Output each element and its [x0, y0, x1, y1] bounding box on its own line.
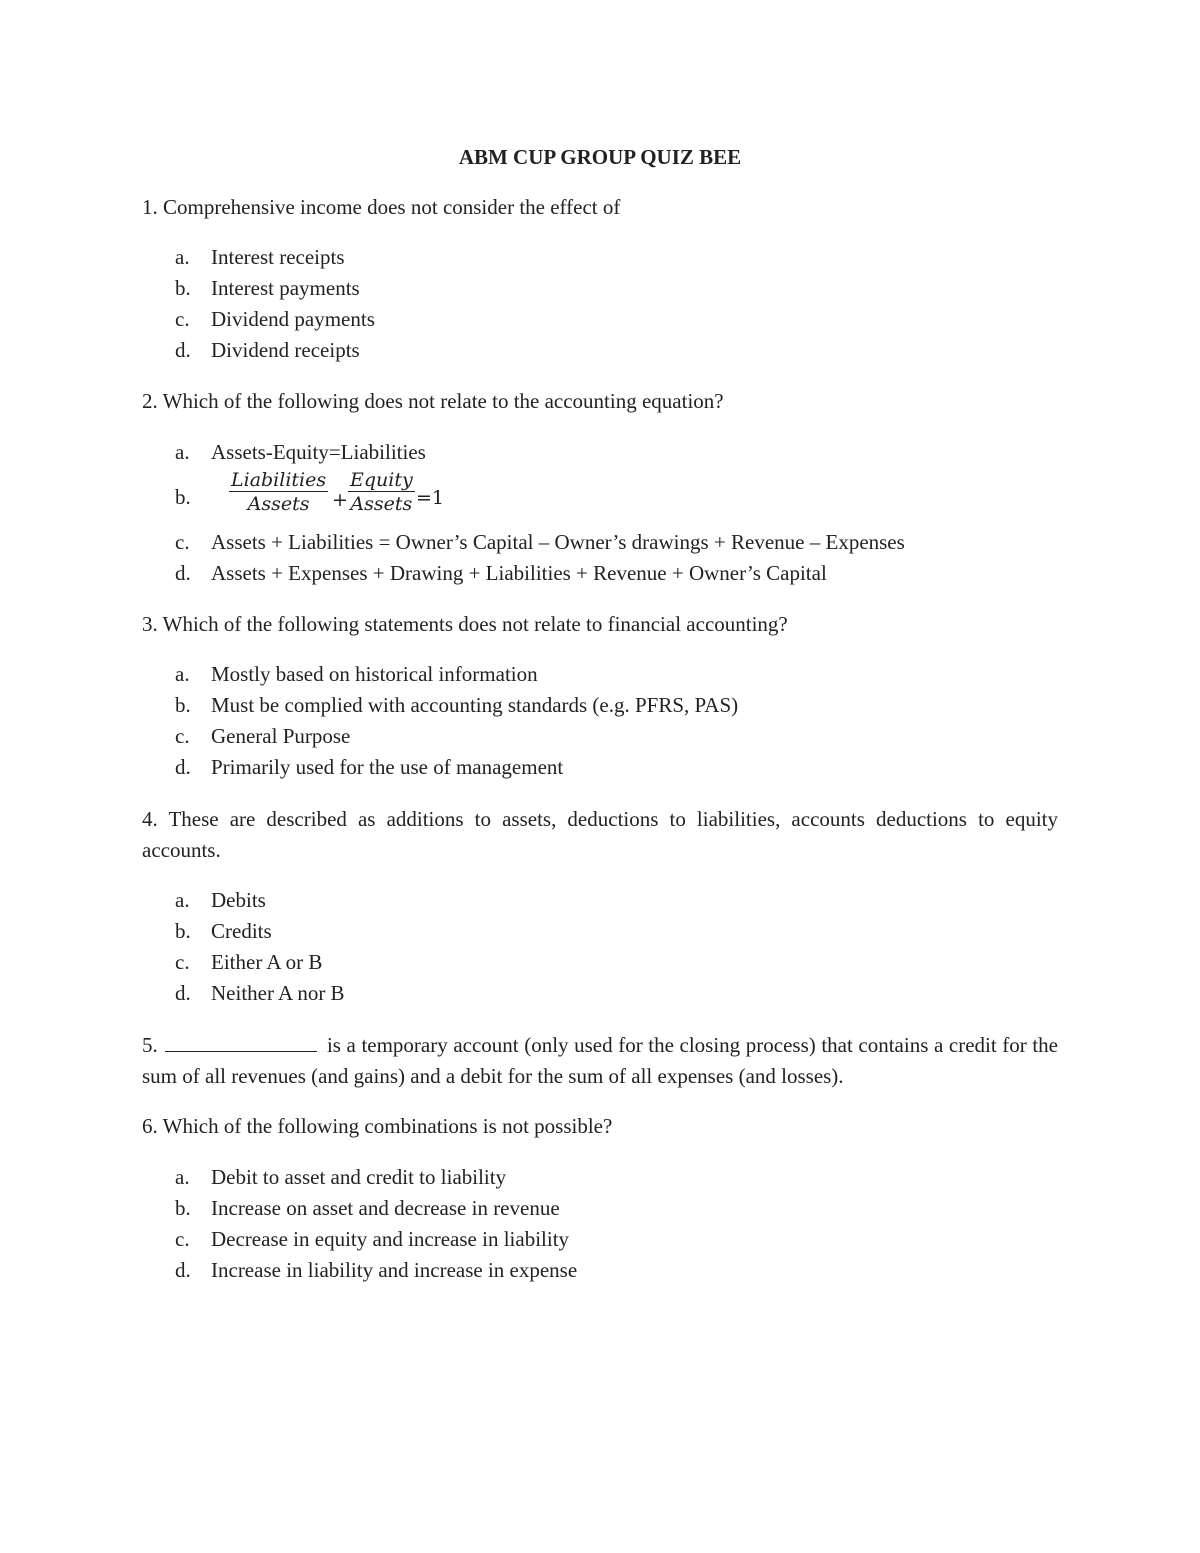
option-4c [175, 947, 1055, 978]
fraction-liabilities-over-assets [229, 469, 328, 516]
option-letter: d. [175, 1258, 191, 1282]
option-letter: c. [175, 724, 190, 748]
option-letter: c. [175, 950, 190, 974]
question-3-options [175, 659, 1055, 783]
option-letter: a. [175, 245, 190, 269]
option-text: Debit to asset and credit to liability [211, 1165, 507, 1189]
option-1b [175, 273, 1055, 304]
option-3a [175, 659, 1055, 690]
option-letter: a. [175, 440, 190, 464]
plus-sign: + [332, 489, 348, 511]
option-1d [175, 335, 1055, 366]
question-4-options [175, 885, 1055, 1009]
option-text: Either A or B [211, 950, 323, 974]
option-text: Credits [211, 919, 272, 943]
numerator: Liabilities [231, 469, 327, 491]
answer-blank [165, 1032, 317, 1052]
question-6: 6. Which of the following combinations is not possible? [142, 1114, 613, 1138]
question-2: 2. Which of the following does not relate to the accounting equation? [142, 389, 724, 413]
option-letter: b. [175, 276, 191, 300]
option-text: Dividend receipts [211, 338, 360, 362]
fraction-equity-over-assets [348, 469, 415, 516]
option-2d [175, 558, 1055, 589]
denominator: Assets [350, 493, 413, 515]
option-text: Assets + Expenses + Drawing + Liabilities + Revenue + Owner’s Capital [211, 561, 827, 585]
option-6b [175, 1193, 1055, 1224]
option-letter: b. [175, 1196, 191, 1220]
option-letter: b. [175, 693, 191, 717]
option-text: Interest payments [211, 276, 360, 300]
option-3c [175, 721, 1055, 752]
option-1a [175, 242, 1055, 273]
numerator: Equity [350, 469, 413, 491]
option-3b [175, 690, 1055, 721]
option-6c [175, 1224, 1055, 1255]
equals-one: =1 [416, 487, 445, 509]
option-letter: a. [175, 662, 190, 686]
option-text: Mostly based on historical information [211, 662, 538, 686]
option-letter: a. [175, 888, 190, 912]
option-6a [175, 1162, 1055, 1193]
question-number: 5. [142, 1033, 158, 1057]
option-text: Dividend payments [211, 307, 375, 331]
option-2a [175, 437, 1055, 468]
option-6d [175, 1255, 1055, 1286]
option-text: Debits [211, 888, 266, 912]
option-2b [175, 468, 1055, 527]
option-1c [175, 304, 1055, 335]
question-text: is a temporary account (only used for the closing process) that contains a credit for the sum of all revenues (and gains) and a debit for the sum of all expenses (and losses). [142, 1033, 1059, 1088]
option-letter: a. [175, 1165, 190, 1189]
option-text: Decrease in equity and increase in liability [211, 1227, 570, 1251]
option-letter: b. [175, 919, 191, 943]
option-letter: b. [175, 485, 191, 509]
option-letter: d. [175, 981, 191, 1005]
option-text: Interest receipts [211, 245, 345, 269]
option-4b [175, 916, 1055, 947]
option-letter: c. [175, 530, 190, 554]
question-1-options [175, 242, 1055, 366]
option-2c [175, 527, 1055, 558]
question-1: 1. Comprehensive income does not consider the effect of [142, 195, 621, 219]
option-3d [175, 752, 1055, 783]
option-text: Increase in liability and increase in expense [211, 1258, 578, 1282]
option-text: Assets + Liabilities = Owner’s Capital – Owner’s drawings + Revenue – Expenses [211, 530, 905, 554]
option-letter: c. [175, 1227, 190, 1251]
option-text: Neither A nor B [211, 981, 345, 1005]
question-6-options [175, 1162, 1055, 1286]
option-text: Must be complied with accounting standards (e.g. PFRS, PAS) [211, 693, 739, 717]
page-title: ABM CUP GROUP QUIZ BEE [458, 145, 742, 169]
option-4a [175, 885, 1055, 916]
question-5 [142, 1030, 1058, 1092]
question-2-options [175, 437, 1055, 589]
option-letter: d. [175, 561, 191, 585]
option-text: Increase on asset and decrease in revenue [211, 1196, 560, 1220]
question-3: 3. Which of the following statements does not relate to financial accounting? [142, 612, 788, 636]
option-letter: d. [175, 338, 191, 362]
option-text: Primarily used for the use of management [211, 755, 564, 779]
option-text: Assets-Equity=Liabilities [211, 440, 426, 464]
question-4: 4. These are described as additions to assets, deductions to liabilities, accounts deductions to equity accounts. [142, 807, 1058, 862]
option-4d [175, 978, 1055, 1009]
option-letter: c. [175, 307, 190, 331]
denominator: Assets [247, 493, 310, 515]
option-letter: d. [175, 755, 191, 779]
option-text: General Purpose [211, 724, 351, 748]
